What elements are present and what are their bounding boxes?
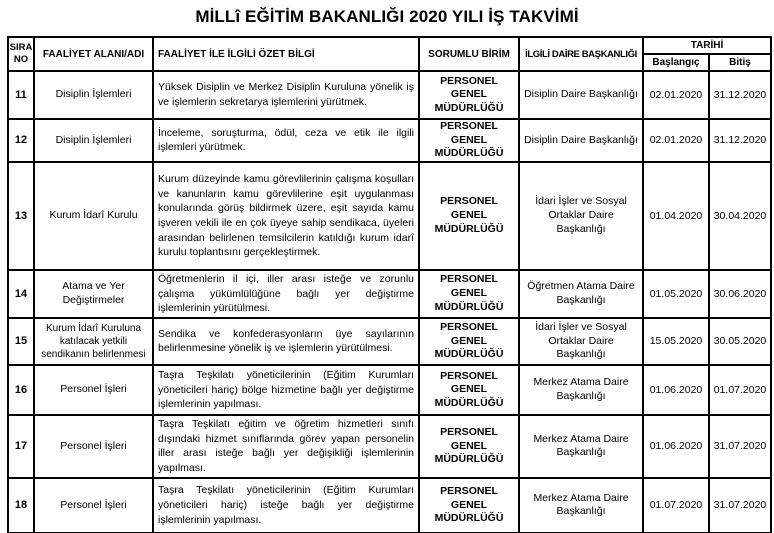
cell-ilgili-daire: Merkez Atama Daire Başkanlığı — [519, 415, 643, 478]
cell-sira-no: 11 — [8, 71, 34, 119]
cell-ilgili-daire: Merkez Atama Daire Başkanlığı — [519, 365, 643, 415]
header-ilgili-daire: İLGİLİ DAİRE BAŞKANLIĞI — [519, 37, 643, 71]
cell-faaliyet-alani: Personel İşleri — [34, 478, 153, 533]
cell-sira-no: 16 — [8, 365, 34, 415]
cell-sira-no: 12 — [8, 119, 34, 162]
cell-ozet-bilgi: Yüksek Disiplin ve Merkez Disiplin Kuruluna yönelik iş ve işlemlerin sekretarya işlemlerini yürütmek. — [153, 71, 419, 119]
table-row — [8, 119, 771, 162]
cell-bitis: 01.07.2020 — [709, 365, 771, 415]
cell-bitis: 31.07.2020 — [709, 415, 771, 478]
cell-sorumlu-birim: PERSONEL GENEL MÜDÜRLÜĞÜ — [419, 119, 519, 162]
cell-ozet-bilgi: Öğretmenlerin il içi, iller arası isteğe ve zorunlu çalışma yükümlülüğüne bağlı yer değiştirme işlemlerinin yürütülmesi. — [153, 270, 419, 318]
cell-faaliyet-alani: Kurum İdarî Kuruluna katılacak yetkili sendikanın belirlenmesi — [34, 318, 153, 365]
work-calendar-table — [7, 36, 772, 533]
header-faaliyet-alani: FAALİYET ALANI/ADI — [34, 37, 153, 71]
cell-bitis: 31.07.2020 — [709, 478, 771, 533]
cell-ozet-bilgi: Sendika ve konfederasyonların üye sayılarının belirlenmesine yönelik iş ve işlemlerin yürütülmesi. — [153, 318, 419, 365]
cell-sira-no: 13 — [8, 162, 34, 270]
header-sorumlu-birim: SORUMLU BİRİM — [419, 37, 519, 71]
cell-ozet-bilgi: Taşra Teşkilatı yöneticilerinin (Eğitim Kurumları yöneticileri hariç) isteğe bağlı yer değiştirme işlemlerinin yapılması. — [153, 478, 419, 533]
table-row — [8, 318, 771, 365]
cell-sira-no: 14 — [8, 270, 34, 318]
cell-sorumlu-birim: PERSONEL GENEL MÜDÜRLÜĞÜ — [419, 415, 519, 478]
cell-sorumlu-birim: PERSONEL GENEL MÜDÜRLÜĞÜ — [419, 71, 519, 119]
cell-ilgili-daire: Disiplin Daire Başkanlığı — [519, 71, 643, 119]
cell-ozet-bilgi: Taşra Teşkilatı yöneticilerinin (Eğitim Kurumları yöneticileri hariç) bölge hizmetine bağlı yer değiştirme işlemlerinin yapılması. — [153, 365, 419, 415]
cell-sira-no: 17 — [8, 415, 34, 478]
header-ozet-bilgi: FAALİYET İLE İLGİLİ ÖZET BİLGİ — [153, 37, 419, 71]
cell-ozet-bilgi: İnceleme, soruşturma, ödül, ceza ve etik ile ilgili işlemleri yürütmek. — [153, 119, 419, 162]
table-row — [8, 162, 771, 270]
header-tarihi: TARİHİ — [643, 37, 771, 54]
table-header — [8, 37, 771, 71]
cell-sorumlu-birim: PERSONEL GENEL MÜDÜRLÜĞÜ — [419, 270, 519, 318]
cell-sorumlu-birim: PERSONEL GENEL MÜDÜRLÜĞÜ — [419, 318, 519, 365]
cell-faaliyet-alani: Atama ve Yer Değiştirmeler — [34, 270, 153, 318]
cell-sira-no: 15 — [8, 318, 34, 365]
table-row — [8, 71, 771, 119]
cell-faaliyet-alani: Personel İşleri — [34, 365, 153, 415]
cell-ilgili-daire: İdari İşler ve Sosyal Ortaklar Daire Başkanlığı — [519, 162, 643, 270]
cell-ozet-bilgi: Kurum düzeyinde kamu görevlilerinin çalışma koşulları ve kanunların kamu görevlilerine eşit uygulanması konularında görüş bildirmek üzere, eşit sayıda kamu işveren vekili ile en çok üyeye sahip sendikaca, üyeleri arasından belirlenen temsilcilerin katıldığı kurum idarî kurulu toplantısını gerçekleştirmek. — [153, 162, 419, 270]
header-baslangic: Başlangıç — [643, 54, 709, 71]
cell-sira-no: 18 — [8, 478, 34, 533]
header-bitis: Bitiş — [709, 54, 771, 71]
table-body — [8, 71, 771, 533]
cell-baslangic: 02.01.2020 — [643, 71, 709, 119]
cell-ilgili-daire: Merkez Atama Daire Başkanlığı — [519, 478, 643, 533]
cell-baslangic: 01.04.2020 — [643, 162, 709, 270]
page-title: MİLLî EĞİTİM BAKANLIĞI 2020 YILI İŞ TAKVİMİ — [195, 7, 579, 26]
cell-faaliyet-alani: Personel İşleri — [34, 415, 153, 478]
cell-ilgili-daire: İdari İşler ve Sosyal Ortaklar Daire Başkanlığı — [519, 318, 643, 365]
cell-baslangic: 01.05.2020 — [643, 270, 709, 318]
cell-ozet-bilgi: Taşra Teşkilatı eğitim ve öğretim hizmetleri sınıfı dışındaki hizmet sınıflarında görev yapan personelin iller arası isteğe bağlı yer değişikliği işlemlerinin yapılması. — [153, 415, 419, 478]
cell-faaliyet-alani: Disiplin İşlemleri — [34, 119, 153, 162]
header-sira-no: SIRA NO — [8, 37, 34, 71]
table-row — [8, 478, 771, 533]
cell-bitis: 30.06.2020 — [709, 270, 771, 318]
cell-bitis: 30.05.2020 — [709, 318, 771, 365]
table-row — [8, 365, 771, 415]
cell-baslangic: 01.06.2020 — [643, 415, 709, 478]
cell-faaliyet-alani: Kurum İdarî Kurulu — [34, 162, 153, 270]
cell-sorumlu-birim: PERSONEL GENEL MÜDÜRLÜĞÜ — [419, 162, 519, 270]
cell-baslangic: 01.07.2020 — [643, 478, 709, 533]
cell-baslangic: 02.01.2020 — [643, 119, 709, 162]
table-row — [8, 415, 771, 478]
cell-baslangic: 01.06.2020 — [643, 365, 709, 415]
cell-faaliyet-alani: Disiplin İşlemleri — [34, 71, 153, 119]
cell-bitis: 31.12.2020 — [709, 119, 771, 162]
cell-ilgili-daire: Öğretmen Atama Daire Başkanlığı — [519, 270, 643, 318]
cell-baslangic: 15.05.2020 — [643, 318, 709, 365]
cell-bitis: 31.12.2020 — [709, 71, 771, 119]
cell-sorumlu-birim: PERSONEL GENEL MÜDÜRLÜĞÜ — [419, 478, 519, 533]
table-row — [8, 270, 771, 318]
cell-bitis: 30.04.2020 — [709, 162, 771, 270]
cell-sorumlu-birim: PERSONEL GENEL MÜDÜRLÜĞÜ — [419, 365, 519, 415]
cell-ilgili-daire: Disiplin Daire Başkanlığı — [519, 119, 643, 162]
